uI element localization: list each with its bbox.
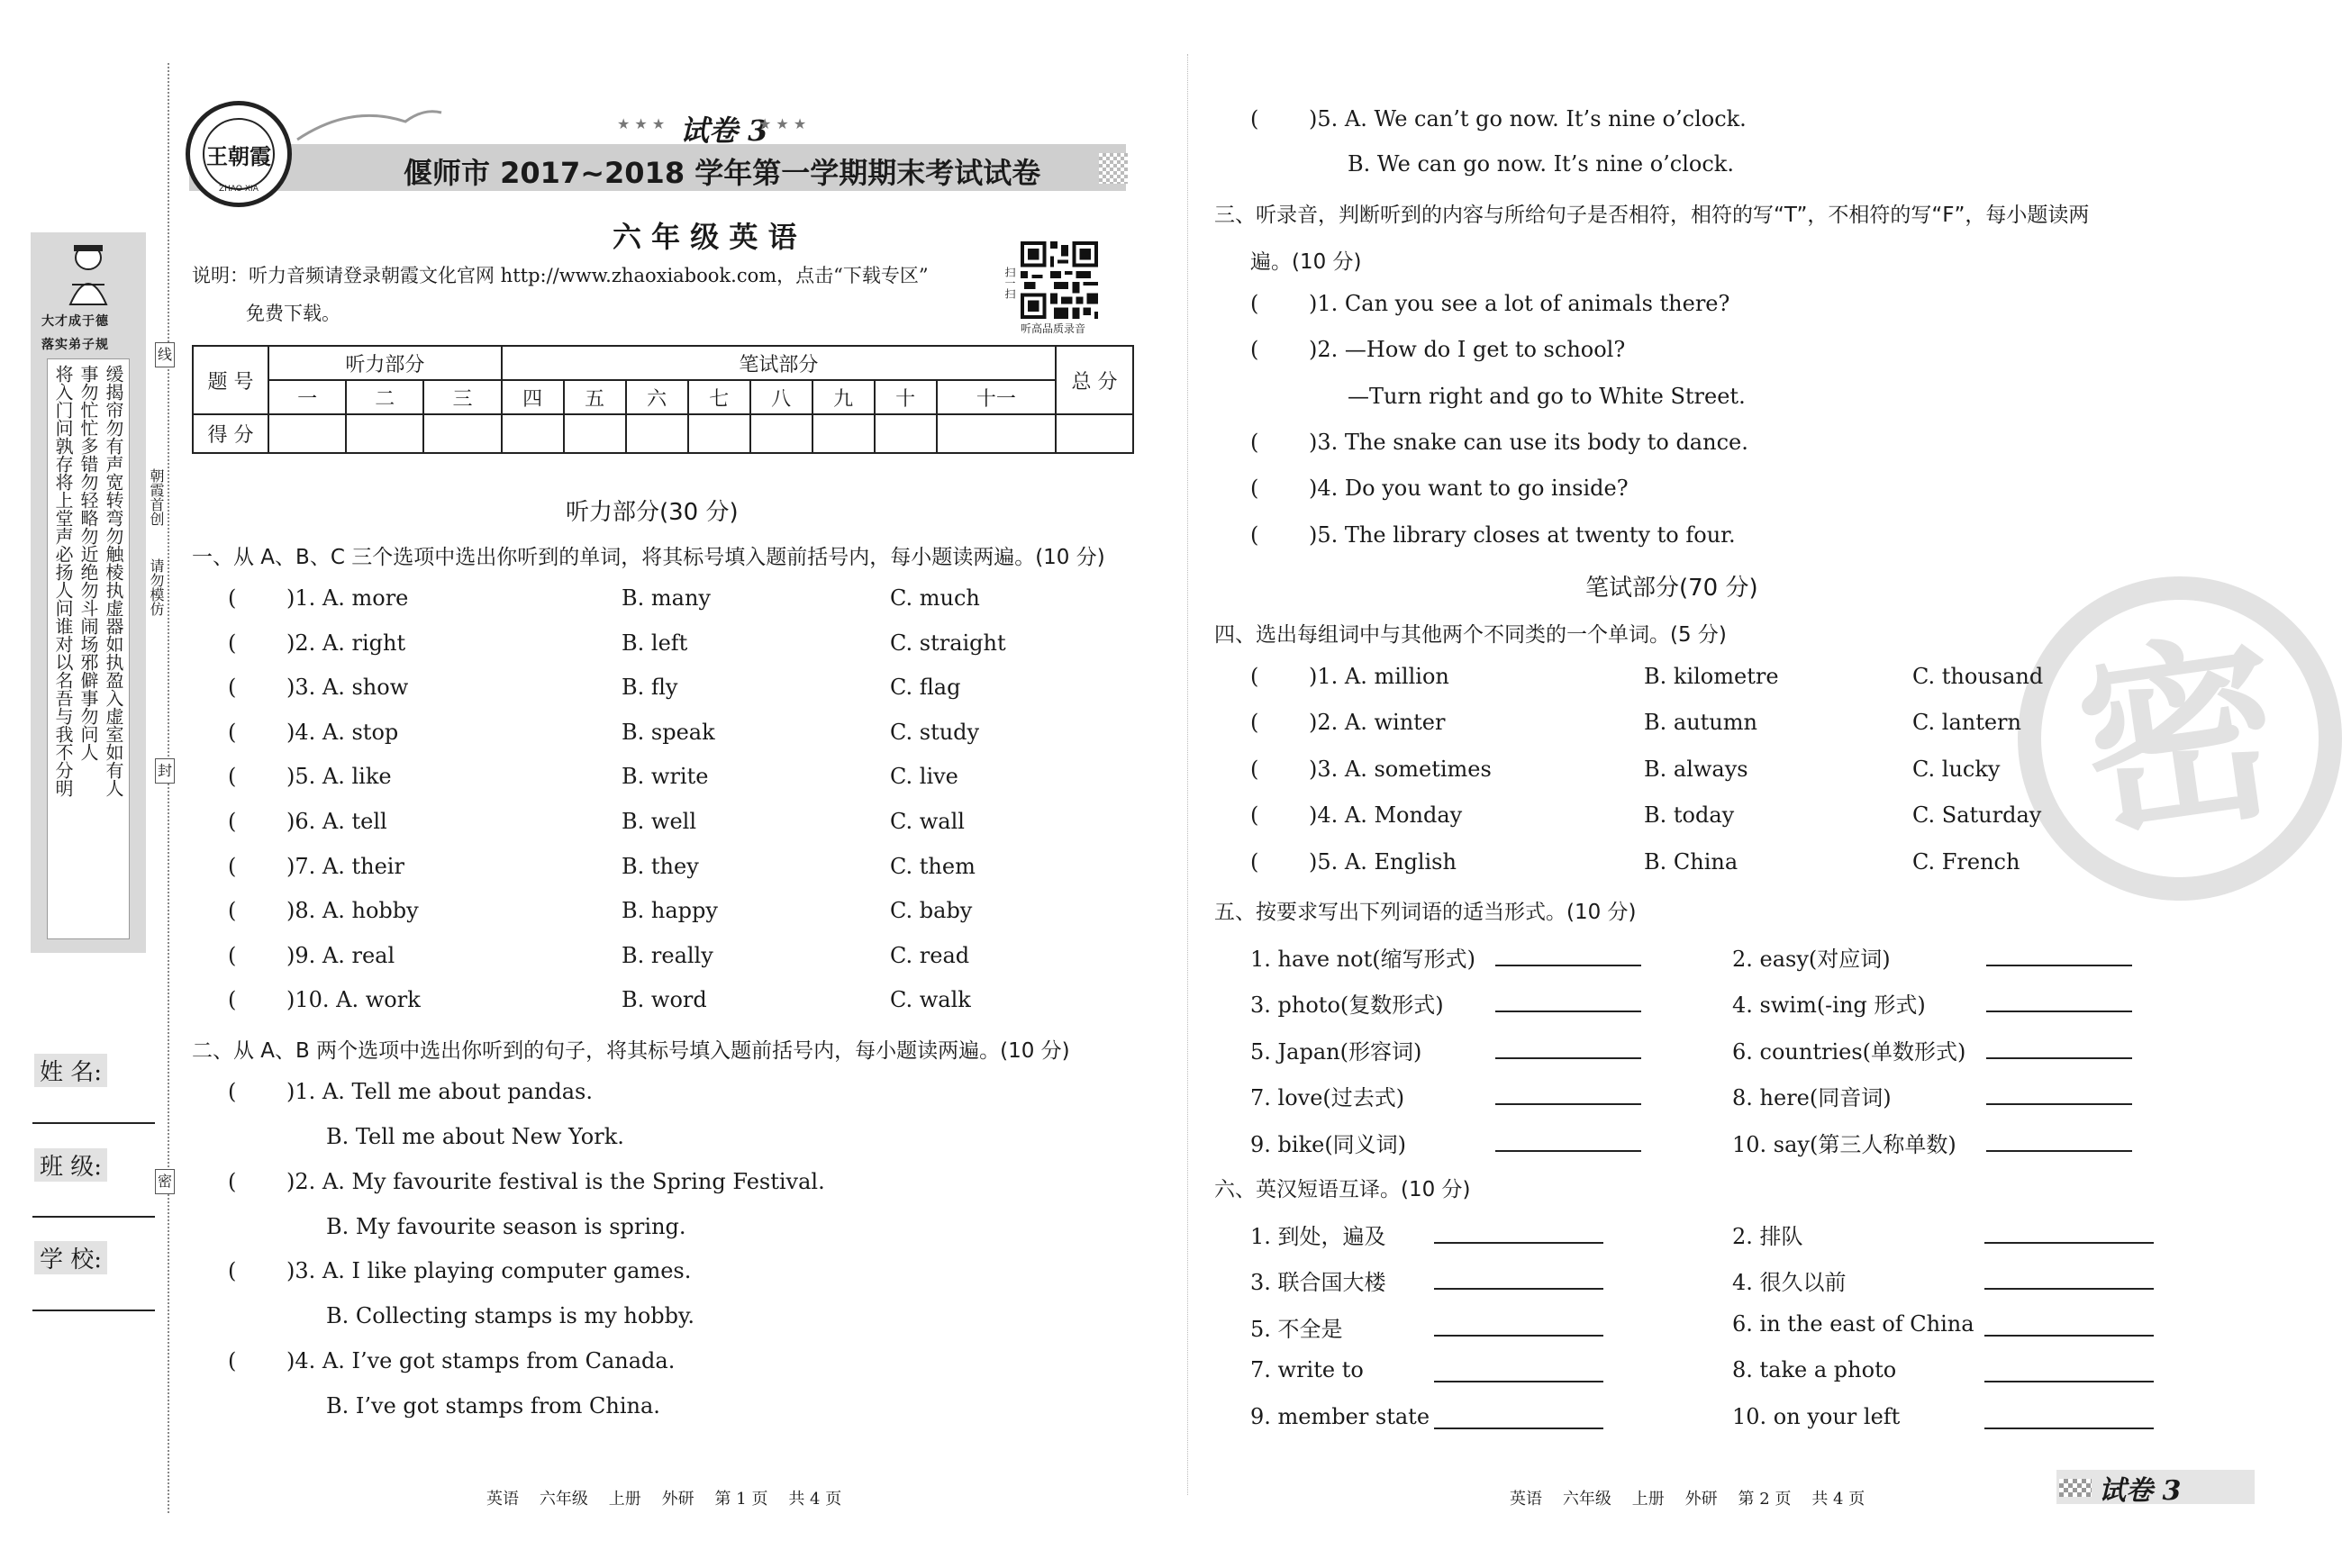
word-option-a: )2. A. winter bbox=[1309, 710, 1446, 736]
answer-bracket[interactable]: ( bbox=[228, 1258, 237, 1283]
answer-line[interactable] bbox=[1495, 965, 1641, 966]
word-option-a: )5. A. like bbox=[286, 764, 392, 790]
writing-group-header: 笔试部分 bbox=[502, 346, 1056, 380]
banner-ribbon bbox=[297, 104, 441, 149]
score-column-header: 九 bbox=[812, 380, 875, 414]
proverb-box bbox=[47, 358, 130, 939]
score-cell[interactable] bbox=[626, 414, 688, 453]
score-cell[interactable] bbox=[268, 414, 346, 453]
answer-bracket[interactable]: ( bbox=[228, 809, 237, 834]
word-option-c: C. French bbox=[1912, 848, 2020, 875]
true-false-sentence: )5. The library closes at twenty to four. bbox=[1309, 522, 1736, 548]
side-note: 朝霞首创 bbox=[148, 468, 165, 526]
word-option-a: )6. A. tell bbox=[286, 809, 387, 834]
answer-bracket[interactable]: ( bbox=[1250, 802, 1259, 829]
answer-line[interactable] bbox=[1986, 1103, 2132, 1105]
qr-caption-side: 扫一扫 bbox=[1003, 267, 1016, 299]
answer-bracket[interactable]: ( bbox=[1250, 476, 1259, 501]
word-option-a: )5. A. English bbox=[1309, 848, 1457, 875]
phrase-prompt: 9. member state bbox=[1250, 1403, 1430, 1429]
score-column-header: 三 bbox=[423, 380, 501, 414]
answer-line[interactable] bbox=[1495, 1057, 1641, 1059]
sentence-option-a: )1. A. Tell me about pandas. bbox=[286, 1079, 593, 1104]
section-2-heading: 二、从 A、B 两个选项中选出你听到的句子，将其标号填入题前括号内，每小题读两遍。(10 分) bbox=[192, 1039, 1070, 1063]
word-form-prompt: 6. countries(单数形式) bbox=[1732, 1038, 1966, 1065]
word-option-b: B. always bbox=[1644, 756, 1748, 782]
word-option-b: B. well bbox=[622, 809, 696, 834]
score-column-header: 七 bbox=[688, 380, 750, 414]
sentence-option-b: B. My favourite season is spring. bbox=[326, 1214, 686, 1239]
banner-checker bbox=[1099, 153, 1128, 184]
score-cell[interactable] bbox=[502, 414, 564, 453]
word-option-b: B. kilometre bbox=[1644, 664, 1779, 689]
question-number-label: 题 号 bbox=[193, 346, 268, 414]
section-5-heading: 五、按要求写出下列词语的适当形式。(10 分) bbox=[1214, 901, 1637, 924]
download-note: 说明：听力音频请登录朝霞文化官网 http://www.zhaoxiabook.com，点击“下载专区” bbox=[192, 265, 929, 286]
answer-bracket[interactable]: ( bbox=[1250, 710, 1259, 736]
phrase-prompt: 5. 不全是 bbox=[1250, 1316, 1343, 1342]
score-column-header: 二 bbox=[346, 380, 423, 414]
sentence-option-b: B. We can go now. It’s nine o’clock. bbox=[1348, 151, 1734, 177]
word-option-c: C. read bbox=[890, 942, 970, 968]
section-1-heading: 一、从 A、B、C 三个选项中选出你听到的单词，将其标号填入题前括号内，每小题读两遍。(10 分) bbox=[192, 546, 1105, 569]
word-option-b: B. really bbox=[622, 942, 713, 968]
word-form-prompt: 4. swim(-ing 形式) bbox=[1732, 992, 1926, 1019]
score-column-header: 六 bbox=[626, 380, 688, 414]
score-column-header: 一 bbox=[268, 380, 346, 414]
answer-line[interactable] bbox=[1986, 1011, 2132, 1012]
score-cell[interactable] bbox=[937, 414, 1056, 453]
answer-line[interactable] bbox=[1434, 1288, 1603, 1290]
answer-bracket[interactable]: ( bbox=[228, 898, 237, 924]
answer-bracket[interactable]: ( bbox=[1250, 106, 1259, 131]
word-option-c: C. straight bbox=[890, 630, 1006, 656]
word-option-b: B. autumn bbox=[1644, 710, 1757, 736]
brand-logo bbox=[186, 101, 292, 207]
word-option-b: B. left bbox=[622, 630, 688, 656]
word-option-c: C. study bbox=[890, 719, 980, 745]
true-false-sentence: )4. Do you want to go inside? bbox=[1309, 476, 1629, 501]
word-option-c: C. thousand bbox=[1912, 664, 2044, 689]
motto-line-2: 落实弟子规 bbox=[41, 338, 109, 352]
word-form-prompt: 10. say(第三人称单数) bbox=[1732, 1131, 1956, 1157]
sentence-option-b: B. Tell me about New York. bbox=[326, 1124, 624, 1149]
phrase-prompt: 10. on your left bbox=[1732, 1403, 1901, 1429]
word-form-prompt: 8. here(同音词) bbox=[1732, 1085, 1892, 1111]
word-option-c: C. lucky bbox=[1912, 756, 2001, 782]
word-option-a: )4. A. Monday bbox=[1309, 802, 1463, 829]
section-3-heading: 三、听录音，判断听到的内容与所给句子是否相符，相符的写“T”，不相符的写“F”，每小题读两 bbox=[1214, 204, 2090, 227]
answer-line[interactable] bbox=[1495, 1103, 1641, 1105]
school-line[interactable] bbox=[32, 1310, 155, 1311]
star-decoration: ★ ★ ★ bbox=[617, 115, 666, 132]
page-1-footer: 英语 六年级 上册 外研 第 1 页 共 4 页 bbox=[486, 1490, 842, 1509]
answer-bracket[interactable]: ( bbox=[228, 585, 237, 611]
word-option-b: B. many bbox=[622, 585, 711, 611]
side-note: 请勿模仿 bbox=[148, 558, 165, 616]
answer-bracket[interactable]: ( bbox=[228, 1079, 237, 1104]
section-3-heading-continued: 遍。(10 分) bbox=[1250, 250, 1362, 274]
word-option-c: C. live bbox=[890, 764, 958, 790]
answer-line[interactable] bbox=[1434, 1242, 1603, 1244]
listening-group-header: 听力部分 bbox=[268, 346, 502, 380]
sentence-option-a: )2. A. My favourite festival is the Spring Festival. bbox=[286, 1169, 825, 1194]
answer-line[interactable] bbox=[1495, 1011, 1641, 1012]
score-column-header: 四 bbox=[502, 380, 564, 414]
answer-bracket[interactable]: ( bbox=[1250, 522, 1259, 548]
total-label: 总 分 bbox=[1056, 346, 1133, 414]
score-column-header: 五 bbox=[564, 380, 626, 414]
phrase-prompt: 6. in the east of China bbox=[1732, 1310, 1974, 1337]
true-false-sentence: )3. The snake can use its body to dance. bbox=[1309, 430, 1748, 455]
word-option-b: B. China bbox=[1644, 848, 1738, 875]
score-cell[interactable] bbox=[423, 414, 501, 453]
answer-line[interactable] bbox=[1434, 1381, 1603, 1382]
word-option-a: )4. A. stop bbox=[286, 719, 399, 745]
sentence-option-a: )4. A. I’ve got stamps from Canada. bbox=[286, 1348, 676, 1373]
answer-bracket[interactable]: ( bbox=[228, 853, 237, 879]
word-option-b: B. happy bbox=[622, 898, 718, 924]
page-divider bbox=[1187, 54, 1188, 1495]
word-option-c: C. Saturday bbox=[1912, 802, 2042, 829]
score-column-header: 十一 bbox=[937, 380, 1056, 414]
answer-bracket[interactable]: ( bbox=[1250, 848, 1259, 875]
word-option-c: C. baby bbox=[890, 898, 973, 924]
score-row-label: 得 分 bbox=[193, 414, 268, 453]
phrase-prompt: 7. write to bbox=[1250, 1357, 1364, 1383]
exam-title: 偃师市 2017~2018 学年第一学期期末考试试卷 bbox=[404, 156, 1041, 190]
word-option-a: )1. A. million bbox=[1309, 664, 1449, 689]
star-decoration: ★ ★ ★ bbox=[758, 115, 807, 132]
score-cell[interactable] bbox=[812, 414, 875, 453]
answer-line[interactable] bbox=[1495, 1150, 1641, 1152]
school-label: 学 校: bbox=[34, 1241, 107, 1274]
true-false-sentence: )2. —How do I get to school? bbox=[1309, 337, 1626, 362]
seal-mark: 线 bbox=[155, 342, 175, 367]
answer-line[interactable] bbox=[1984, 1242, 2154, 1244]
qr-caption: 听高品质录音 bbox=[1021, 322, 1086, 335]
seal-mark: 封 bbox=[155, 758, 175, 784]
word-option-c: C. flag bbox=[890, 675, 961, 701]
score-cell[interactable] bbox=[564, 414, 626, 453]
watermark-seal: 密 bbox=[2065, 610, 2294, 867]
word-form-prompt: 9. bike(同义词) bbox=[1250, 1131, 1407, 1157]
word-option-b: B. write bbox=[622, 764, 709, 790]
word-option-a: )1. A. more bbox=[286, 585, 409, 611]
word-option-a: )2. A. right bbox=[286, 630, 406, 656]
class-label: 班 级: bbox=[34, 1148, 107, 1182]
logo-text: 王朝霞 bbox=[203, 118, 275, 190]
sentence-option-b: B. I’ve got stamps from China. bbox=[326, 1393, 660, 1418]
word-option-a: )3. A. sometimes bbox=[1309, 756, 1492, 782]
answer-bracket[interactable]: ( bbox=[228, 987, 237, 1013]
score-cell[interactable] bbox=[875, 414, 937, 453]
score-table bbox=[192, 345, 1134, 454]
true-false-sentence-reply: —Turn right and go to White Street. bbox=[1348, 384, 1746, 409]
answer-line[interactable] bbox=[1984, 1335, 2154, 1337]
total-score-cell[interactable] bbox=[1056, 414, 1133, 453]
answer-line[interactable] bbox=[1434, 1428, 1603, 1429]
word-form-prompt: 2. easy(对应词) bbox=[1732, 947, 1891, 972]
answer-bracket[interactable]: ( bbox=[228, 764, 237, 790]
word-option-b: B. word bbox=[622, 987, 707, 1013]
score-column-header: 十 bbox=[875, 380, 937, 414]
writing-part-title: 笔试部分(70 分) bbox=[1585, 575, 1758, 602]
word-option-c: C. lantern bbox=[1912, 710, 2021, 736]
paper-tag: 试卷 3 bbox=[680, 113, 768, 148]
seal-mark: 密 bbox=[155, 1169, 175, 1194]
answer-line[interactable] bbox=[1984, 1381, 2154, 1382]
word-option-c: C. wall bbox=[890, 809, 965, 834]
word-option-a: )9. A. real bbox=[286, 942, 395, 968]
word-form-prompt: 7. love(过去式) bbox=[1250, 1085, 1405, 1111]
proverb-column: 将入门问孰存将上堂声必扬人问谁对以名吾与我不分明 bbox=[52, 365, 74, 797]
word-option-b: B. today bbox=[1644, 802, 1735, 829]
answer-bracket[interactable]: ( bbox=[228, 719, 237, 745]
word-option-a: )10. A. work bbox=[286, 987, 421, 1013]
logo-subtext: ZHAO XIA bbox=[219, 185, 259, 194]
page-2-footer: 英语 六年级 上册 外研 第 2 页 共 4 页 bbox=[1510, 1490, 1865, 1509]
binding-dotted-line bbox=[168, 63, 169, 1513]
student-name-line[interactable] bbox=[32, 1122, 155, 1124]
student-name-label: 姓 名: bbox=[34, 1054, 107, 1087]
scholar-figure-icon bbox=[54, 240, 123, 308]
word-form-prompt: 1. have not(缩写形式) bbox=[1250, 947, 1475, 972]
answer-bracket[interactable]: ( bbox=[1250, 337, 1259, 362]
answer-bracket[interactable]: ( bbox=[228, 675, 237, 701]
word-option-a: )3. A. show bbox=[286, 675, 409, 701]
answer-line[interactable] bbox=[1986, 965, 2132, 966]
word-option-b: B. fly bbox=[622, 675, 678, 701]
answer-line[interactable] bbox=[1986, 1057, 2132, 1059]
footer-checker bbox=[2059, 1479, 2092, 1497]
score-cell[interactable] bbox=[750, 414, 812, 453]
footer-paper-tag: 试卷 3 bbox=[2099, 1475, 2182, 1507]
phrase-prompt: 4. 很久以前 bbox=[1732, 1270, 1847, 1296]
phrase-prompt: 8. take a photo bbox=[1732, 1357, 1897, 1383]
answer-line[interactable] bbox=[1434, 1335, 1603, 1337]
answer-bracket[interactable]: ( bbox=[228, 1169, 237, 1194]
phrase-prompt: 2. 排队 bbox=[1732, 1224, 1803, 1249]
answer-bracket[interactable]: ( bbox=[1250, 430, 1259, 455]
answer-bracket[interactable]: ( bbox=[228, 630, 237, 656]
score-column-header: 八 bbox=[750, 380, 812, 414]
class-line[interactable] bbox=[32, 1216, 155, 1218]
word-option-b: B. speak bbox=[622, 719, 715, 745]
answer-bracket[interactable]: ( bbox=[1250, 291, 1259, 316]
answer-line[interactable] bbox=[1986, 1150, 2132, 1152]
word-option-c: C. them bbox=[890, 853, 976, 879]
section-4-heading: 四、选出每组词中与其他两个不同类的一个单词。(5 分) bbox=[1214, 623, 1727, 647]
answer-line[interactable] bbox=[1984, 1428, 2154, 1429]
answer-bracket[interactable]: ( bbox=[1250, 756, 1259, 782]
word-form-prompt: 3. photo(复数形式) bbox=[1250, 992, 1444, 1019]
phrase-prompt: 1. 到处，遍及 bbox=[1250, 1224, 1386, 1249]
word-option-b: B. they bbox=[622, 853, 699, 879]
subject-title: 六 年 级 英 语 bbox=[613, 220, 797, 254]
word-option-c: C. walk bbox=[890, 987, 971, 1013]
section-6-heading: 六、英汉短语互译。(10 分) bbox=[1214, 1178, 1471, 1201]
sentence-option-a: )5. A. We can’t go now. It’s nine o’clock. bbox=[1309, 106, 1747, 131]
phrase-prompt: 3. 联合国大楼 bbox=[1250, 1270, 1386, 1296]
answer-bracket[interactable]: ( bbox=[1250, 664, 1259, 689]
true-false-sentence: )1. Can you see a lot of animals there? bbox=[1309, 291, 1730, 316]
word-form-prompt: 5. Japan(形容词) bbox=[1250, 1038, 1422, 1065]
proverb-column: 缓揭帘勿有声宽转弯勿触棱执虚器如执盈入虚室如有人 bbox=[103, 365, 124, 797]
listening-part-title: 听力部分(30 分) bbox=[566, 499, 739, 526]
download-note-continued: 免费下载。 bbox=[246, 303, 340, 324]
word-option-c: C. much bbox=[890, 585, 980, 611]
sentence-option-b: B. Collecting stamps is my hobby. bbox=[326, 1303, 695, 1328]
answer-line[interactable] bbox=[1984, 1288, 2154, 1290]
answer-bracket[interactable]: ( bbox=[228, 1348, 237, 1373]
answer-bracket[interactable]: ( bbox=[228, 942, 237, 968]
score-cell[interactable] bbox=[688, 414, 750, 453]
proverb-column: 事勿忙忙多错勿轻略勿近绝勿斗闹场邪僻事勿问人 bbox=[77, 365, 99, 761]
word-option-a: )7. A. their bbox=[286, 853, 404, 879]
qr-code-icon[interactable] bbox=[1021, 241, 1098, 319]
sentence-option-a: )3. A. I like playing computer games. bbox=[286, 1258, 692, 1283]
score-cell[interactable] bbox=[346, 414, 423, 453]
motto-line-1: 大才成于德 bbox=[41, 314, 109, 329]
word-option-a: )8. A. hobby bbox=[286, 898, 419, 924]
